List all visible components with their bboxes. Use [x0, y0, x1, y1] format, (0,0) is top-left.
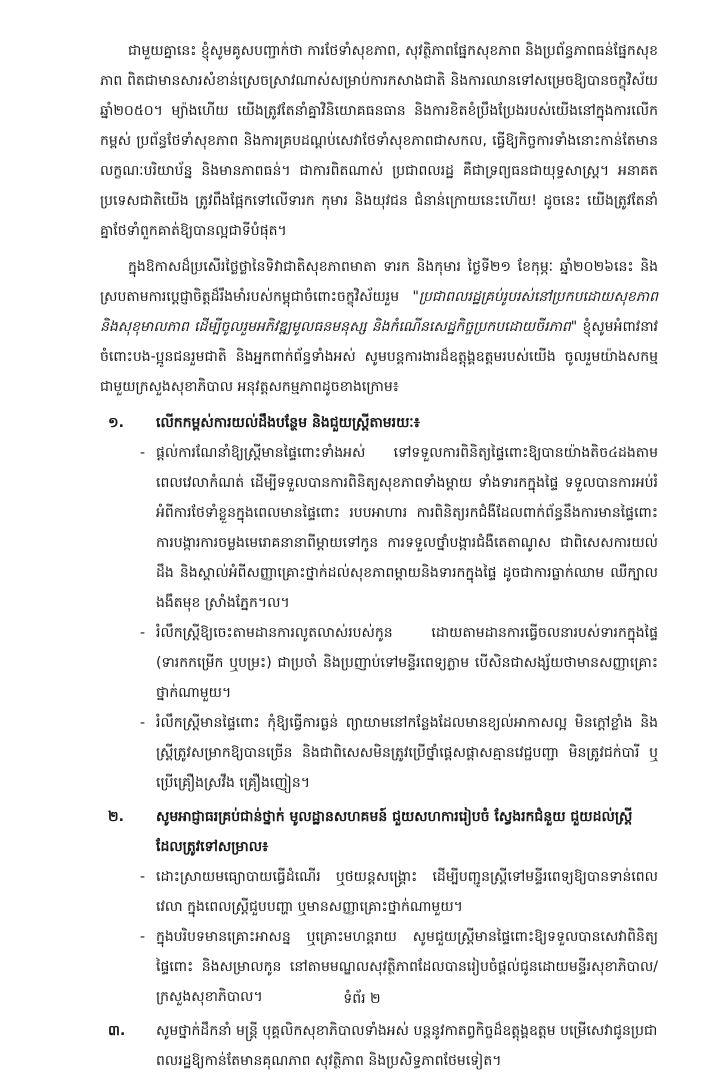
intro-paragraph-2-vision-quote: "ប្រជាពលរដ្ឋគ្រប់រូបរស់នៅប្រកបដោយសុខភាព និងសុខុមាលភាព ដើម្បីចូលរួមអភិវឌ្ឍមូលធនមនុស្ស និងកំណើនសេដ្ឋកិច្ចប្រកបដោយចីរភាព" — [100, 289, 658, 335]
list-item — [140, 438, 658, 618]
section-2-title: សូមអាជ្ញាធរគ្រប់ជាន់ថ្នាក់ មូលដ្ឋានសហគមន៍ ជួយសហការរៀបចំ ស្វែងរកជំនួយ ជួយដល់ស្ត្រីដែលត្រូវទៅសម្រាល៖ — [156, 809, 633, 855]
section-2-bullet-2: ក្នុងបរិបទមានគ្រោះអាសន្ន ឬគ្រោះមហន្តរាយ សូមជួយស្ត្រីមានផ្ទៃពោះឱ្យទទួលបានសេវាពិនិត្យផ្ទៃពោះ និងសម្រាលកូន នៅតាមមណ្ឌលសុវត្ថិភាពដែលបានរៀបចំផ្តល់ជូនដោយមន្ទីរសុខាភិបាល/ក្រសួងសុខាភិបាល។ — [156, 929, 658, 1005]
section-2-number: ២. — [108, 809, 124, 825]
section-3 — [100, 1016, 658, 1076]
intro-paragraph-2-start: ក្នុងឱកាសដ៏ប្រសើរថ្លៃថ្លានៃទិវាជាតិសុខភាពមាតា ទារក និងកុមារ ថ្ងៃទី២១ ខែកុម្ភៈ ឆ្នាំ២០២៦នេះ និងស្របតាមការប្តេជ្ញាចិត្តដ៏រឹងមាំរបស់កម្ពុជាចំពោះចក្ខុវិស័យរួម — [100, 259, 658, 305]
intro-paragraph-1: ជាមួយគ្នានេះ ខ្ញុំសូមគូសបញ្ជាក់ថា ការថែទាំសុខភាព, សុវត្ថិភាពផ្នែកសុខភាព និងប្រព័ន្ធភាពធន់ផ្នែកសុខភាព ពិតជាមានសារសំខាន់ស្រេចស្រាវណាស់សម្រាប់ការកសាងជាតិ និងការឈានទៅសម្រេចឱ្យបានចក្ខុវិស័យឆ្នាំ២០៥០។ ម្យ៉ាងហើយ យើងត្រូវតែនាំគ្នាវិនិយោគធនធាន និងការខិតខំប្រឹងប្រែងរបស់យើងនៅក្នុងការលើកកម្ពស់ ប្រព័ន្ធថែទាំសុខភាព និងការគ្របដណ្តប់សេវាថែទាំសុខភាពជាសកល, ធ្វើឱ្យកិច្ចការទាំងនោះកាន់តែមានលក្ខណៈបរិយាប័ន្ន និងមានភាពធន់។ ជាការពិតណាស់ ប្រជាពលរដ្ឋ គឺជាទ្រព្យធនជាយុទ្ធសាស្ត្រ។ អនាគតប្រទេសជាតិយើង ត្រូវពឹងផ្អែកទៅលើទារក កុមារ និងយុវជន ជំនាន់ក្រោយនេះហើយ! ដូចនេះ យើងត្រូវតែនាំគ្នាថែទាំពួកគាត់ឱ្យបានល្អជាទីបំផុត។ — [100, 43, 658, 239]
section-2-bullet-1: ដោះស្រាយមធ្យោបាយធ្វើដំណើរ ឬថយន្តសង្គ្រោះ ដើម្បីបញ្ជូនស្ត្រីទៅមន្ទីរពេទ្យឱ្យបានទាន់ពេលវេលា ក្នុងពេលស្ត្រីជួបបញ្ហា ឬមានសញ្ញាគ្រោះថ្នាក់ណាមួយ។ — [156, 869, 658, 915]
section-1-number: ១. — [108, 415, 124, 431]
section-1-bullets — [100, 438, 658, 798]
list-item — [140, 708, 658, 798]
section-1-bullet-2: រំលឹកស្ត្រីឱ្យចេះតាមដានការលូតលាស់របស់កូន ដោយតាមដានការធ្វើចលនារបស់ទារកក្នុងផ្ទៃ (ទារកកម្រើក ឬបម្រះ) ជាប្រចាំ និងប្រញាប់ទៅមន្ទីរពេទ្យភ្លាម បើសិនជាសង្ស័យថាមានសញ្ញាគ្រោះថ្នាក់ណាមួយ។ — [156, 625, 658, 701]
action-list — [100, 408, 658, 1076]
page-number: ទំព័រ ២ — [343, 991, 381, 1007]
section-3-text: សូមថ្នាក់ដឹកនាំ មន្ត្រី បុគ្គលិកសុខាភិបាលទាំងអស់ បន្តនូវកាតព្វកិច្ចដ៏ឧត្តុង្គឧត្តម បម្រើសេវាជូនប្រជាពលរដ្ឋឱ្យកាន់តែមានគុណភាព សុវត្ថិភាព និងប្រសិទ្ធភាពថែមទៀត។ — [156, 1023, 658, 1069]
section-1 — [100, 408, 658, 798]
intro-paragraph-2-end: ខ្ញុំសូមអំពាវនាវចំពោះបង-ប្អូនជនរួមជាតិ និងអ្នកពាក់ព័ន្ធទាំងអស់ សូមបន្តការងារដ៏ឧត្តុង្គឧត្តមរបស់យើង ចូលរួមយ៉ាងសកម្មជាមួយក្រសួងសុខាភិបាល អនុវត្តសកម្មភាពដូចខាងក្រោម៖ — [100, 319, 658, 395]
dash-marker: - — [140, 715, 146, 731]
section-1-bullet-3: រំលឹកស្ត្រីមានផ្ទៃពោះ កុំឱ្យធ្វើការធ្ងន់ ព្យាយាមនៅកន្លែងដែលមានខ្យល់អាកាសល្អ មិនក្តៅខ្លាំង និងស្ត្រីត្រូវសម្រាកឱ្យបានច្រើន និងជាពិសេសមិនត្រូវប្រើថ្នាំផ្តេសផ្តាសគ្មានវេជ្ជបញ្ជា មិនត្រូវជក់បារី ឬប្រើគ្រឿងស្រវឹង គ្រឿងញៀន។ — [156, 715, 658, 791]
section-2 — [100, 802, 658, 1012]
section-1-heading — [100, 408, 658, 438]
intro-paragraph-2 — [100, 252, 658, 402]
section-1-bullet-1: ផ្តល់ការណែនាំឱ្យស្ត្រីមានផ្ទៃពោះទាំងអស់ ទៅទទួលការពិនិត្យផ្ទៃពោះឱ្យបានយ៉ាងតិច៤ដងតាមពេលវេលាកំណត់ ដើម្បីទទួលបានការពិនិត្យសុខភាពទាំងម្តាយ ទាំងទារកក្នុងផ្ទៃ ទទួលបានការអប់រំអំពីការថែទាំខ្លួនក្នុងពេលមានផ្ទៃពោះ របបអាហារ ការពិនិត្យរកជំងឺដែលពាក់ព័ន្ធនឹងការមានផ្ទៃពោះ ការបង្ការការចម្លងមេរោគនានាពីម្តាយទៅកូន ការទទួលថ្នាំបង្ការជំងឺតេតាណូស ជាពិសេសការយល់ដឹង និងស្គាល់អំពីសញ្ញាគ្រោះថ្នាក់ដល់សុខភាពម្តាយនិងទារកក្នុងផ្ទៃ ដូចជាការធ្លាក់ឈាម ឈឺក្បាល ងងឹតមុខ ស្រាំងភ្នែក។ល។ — [156, 445, 658, 611]
section-3-heading — [100, 1016, 658, 1076]
section-2-heading — [100, 802, 658, 862]
dash-marker: - — [140, 445, 146, 461]
dash-marker: - — [140, 625, 146, 641]
list-item — [140, 618, 658, 708]
dash-marker: - — [140, 929, 146, 945]
dash-marker: - — [140, 869, 146, 885]
section-1-title: លើកកម្ពស់ការយល់ដឹងបន្ថែម និងជួយស្ត្រីតាមរយៈ៖ — [156, 415, 420, 431]
section-3-number: ៣. — [108, 1023, 126, 1039]
list-item — [140, 862, 658, 922]
